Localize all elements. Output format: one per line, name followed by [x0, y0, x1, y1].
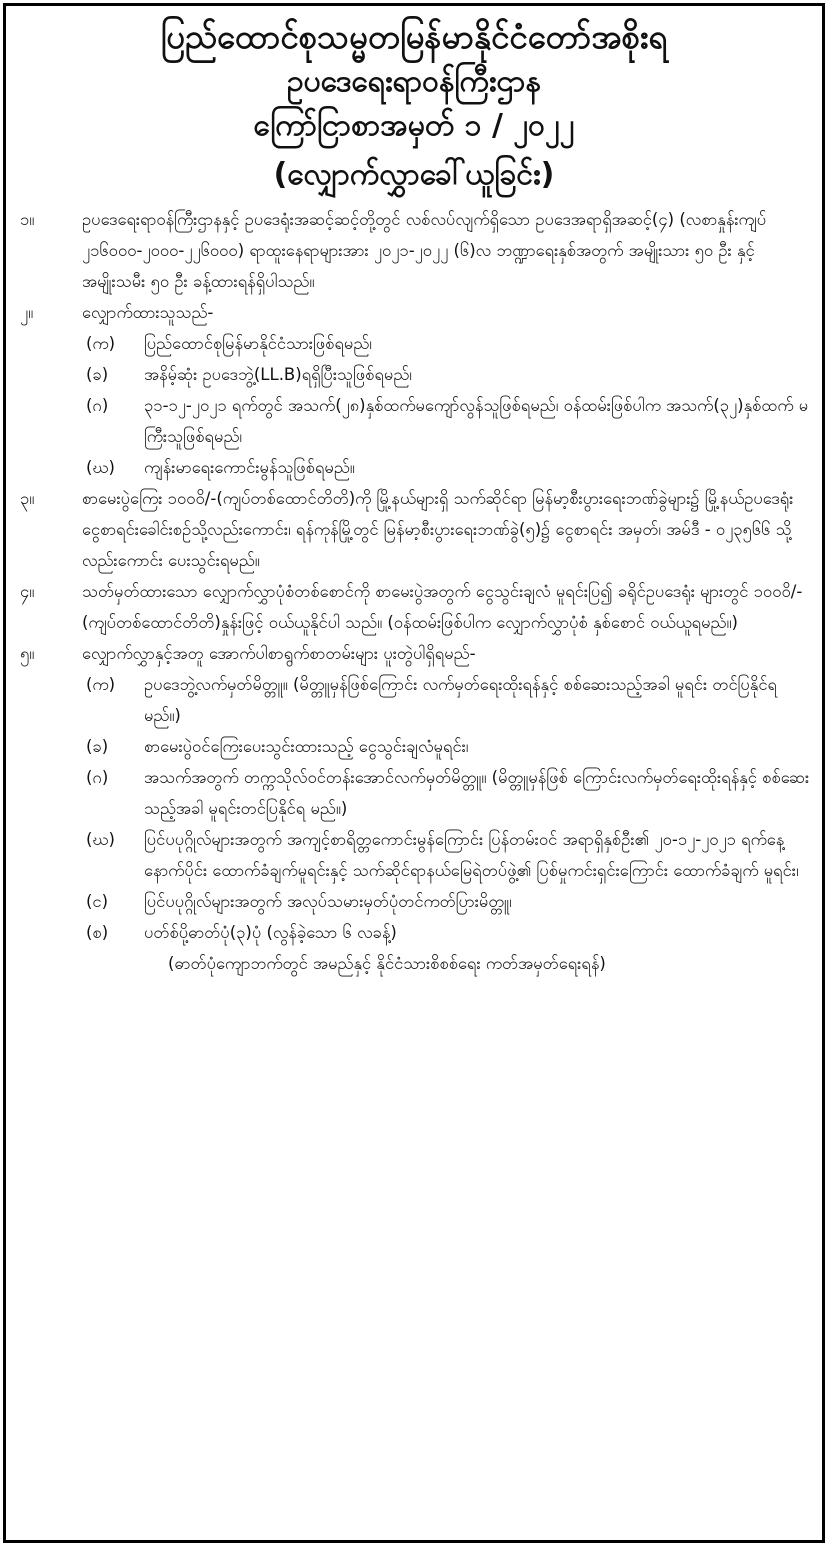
- item-number: (က): [86, 675, 116, 694]
- list-item: [20, 917, 812, 948]
- item-text: အသက်အတွက် တက္ကသိုလ်ဝင်တန်းအောင်လက်မှတ်မိတ္တူ။ (မိတ္တူမှန်ဖြစ် ကြောင်းလက်မှတ်ရေးထိုးရန်နှင့် စစ်ဆေးသည့်အခါ မူရင်းတင်ပြနိုင်ရ မည်။): [144, 768, 810, 818]
- notice-body: [6, 204, 822, 979]
- paragraph-1: [20, 204, 812, 297]
- item-text: ကျန်းမာရေးကောင်းမွန်သူဖြစ်ရမည်။: [144, 458, 355, 477]
- list-item: [20, 359, 812, 390]
- list-item: [20, 328, 812, 359]
- item-text: အနိမ့်ဆုံး ဥပဒေဘွဲ့(LL.B)ရရှိပြီးသူဖြစ်ရမည်၊: [144, 365, 412, 384]
- item-text: ပတ်စ်ပို့ဓာတ်ပုံ(၃)ပုံ (လွန်ခဲ့သော ၆ လခန့်): [144, 923, 397, 942]
- paragraph-text: သတ်မှတ်ထားသော လျှောက်လွှာပုံစံတစ်စောင်ကို စာမေးပွဲအတွက် ငွေသွင်းချလံ မူရင်းပြ၍ ခရိုင်ဥပဒေရုံး များတွင် ၁၀၀၀ိ/-(ကျပ်တစ်ထောင်တိတိ)နှုန်းဖြင့် ဝယ်ယူနိုင်ပါ သည်။ (ဝန်ထမ်းဖြစ်ပါက လျှောက်လွှာပုံစံ နှစ်စောင် ဝယ်ယူရမည်။): [82, 582, 803, 632]
- item-number: (ဃ): [86, 458, 115, 477]
- list-item: [20, 452, 812, 483]
- item-text: ပြင်ပပုဂ္ဂိုလ်များအတွက် အလုပ်သမားမှတ်ပုံတင်ကတ်ပြားမိတ္တူ၊: [144, 892, 512, 911]
- notice-header: [6, 16, 822, 196]
- item-number: (စ): [86, 923, 109, 942]
- paragraph-number: ၄။: [20, 582, 35, 601]
- paragraph-4: [20, 576, 812, 638]
- paragraph-text: စာမေးပွဲကြေး ၁၀၀၀ိ/-(ကျပ်တစ်ထောင်တိတိ)ကို မြို့နယ်များရှိ သက်ဆိုင်ရာ မြန်မာ့စီးပွားရေးဘဏ်ခွဲများ၌ မြို့နယ်ဥပဒေရုံး ငွေစာရင်းခေါင်းစဉ်သို့လည်းကောင်း၊ ရန်ကုန်မြို့တွင် မြန်မာ့စီးပွားရေးဘဏ်ခွဲ(၅)၌ ငွေစာရင်း အမှတ်၊ အမ်ဒီ - ဝ၂၃၅၆၆ သို့လည်းကောင်း ပေးသွင်းရမည်။: [82, 489, 794, 570]
- item-text: စာမေးပွဲဝင်ကြေးပေးသွင်းထားသည့် ငွေသွင်းချလံမူရင်း၊: [144, 737, 469, 756]
- paragraph-text: လျှောက်ထားသူသည်-: [82, 303, 214, 322]
- list-item: [20, 390, 812, 452]
- paragraph-number: ၂။: [20, 303, 34, 322]
- announcement-number: ကြော်ငြာစာအမှတ် ၁ / ၂၀၂၂: [253, 108, 575, 143]
- ministry-title: ဥပဒေရေးရာဝန်ကြီးဌာန: [286, 64, 542, 99]
- item-number: (င): [86, 892, 109, 911]
- announcement-notice: [3, 3, 825, 1543]
- item-text: ၃၁-၁၂-၂၀၂၁ ရက်တွင် အသက်(၂၈)နှစ်ထက်မကျော်လွန်သူဖြစ်ရမည်၊ ဝန်ထမ်းဖြစ်ပါက အသက်(၃၂)နှစ်ထက် မကြီးသူဖြစ်ရမည်၊: [144, 396, 809, 446]
- item-number: (ခ): [86, 737, 109, 756]
- item-number: (ဂ): [86, 396, 109, 415]
- government-title: ပြည်ထောင်စုသမ္မတမြန်မာနိုင်ငံတော်အစိုးရ: [160, 17, 668, 56]
- list-item: [20, 731, 812, 762]
- paragraph-number: ၅။: [20, 644, 35, 663]
- paragraph-5: [20, 638, 812, 669]
- list-item: [20, 669, 812, 731]
- item-text: ပြည်ထောင်စုမြန်မာနိုင်ငံသားဖြစ်ရမည်၊: [144, 334, 372, 353]
- paragraph-number: ၁။: [20, 210, 35, 229]
- item-number: (ဂ): [86, 768, 109, 787]
- item-number: (က): [86, 334, 116, 353]
- item-number: (ဃ): [86, 830, 115, 849]
- paragraph-number: ၃။: [20, 489, 35, 508]
- item-number: (ခ): [86, 365, 109, 384]
- list-item: [20, 762, 812, 824]
- item-text: ဥပဒေဘွဲ့လက်မှတ်မိတ္တူ။ (မိတ္တူမှန်ဖြစ်ကြောင်း လက်မှတ်ရေးထိုးရန်နှင့် စစ်ဆေးသည့်အခါ မူရင်း တင်ပြနိုင်ရမည်။): [144, 675, 777, 725]
- list-item: [20, 824, 812, 886]
- paragraph-text: လျှောက်လွှာနှင့်အတူ အောက်ပါစာရွက်စာတမ်းများ ပူးတွဲပါရှိရမည်-: [82, 644, 476, 663]
- paragraph-text: ဥပဒေရေးရာဝန်ကြီးဌာနနှင့် ဥပဒေရုံးအဆင့်ဆင့်တို့တွင် လစ်လပ်လျက်ရှိသော ဥပဒေအရာရှိအဆင့်(၄) (လစာနှုန်းကျပ် ၂၁၆၀၀၀-၂၀၀၀-၂၂၆၀၀၀) ရာထူးနေရာများအား ၂၀၂၁-၂၀၂၂ (၆)လ ဘဏ္ဍာရေးနှစ်အတွက် အမျိုးသား ၅၀ ဦး နှင့်အမျိုးသမီး ၅၀ ဦး ခန့်ထားရန်ရှိပါသည်။: [82, 210, 767, 291]
- photo-note: (ဓာတ်ပုံကျောဘက်တွင် အမည်နှင့် နိုင်ငံသားစိစစ်ရေး ကတ်အမှတ်ရေးရန်): [168, 954, 606, 973]
- paragraph-2: [20, 297, 812, 328]
- list-item: [20, 886, 812, 917]
- item-text: ပြင်ပပုဂ္ဂိုလ်များအတွက် အကျင့်စာရိတ္တကောင်းမွန်ကြောင်း ပြန်တမ်းဝင် အရာရှိနှစ်ဦး၏ ၂၀-၁၂-၂၀၂၁ ရက်နေ့နောက်ပိုင်း ထောက်ခံချက်မူရင်းနှင့် သက်ဆိုင်ရာနယ်မြေရဲတပ်ဖွဲ့၏ ပြစ်မှုကင်းရှင်းကြောင်း ထောက်ခံချက် မူရင်း၊: [144, 830, 799, 880]
- announcement-subject: (လျှောက်လွှာခေါ်ယူခြင်း): [273, 157, 555, 192]
- paragraph-3: [20, 483, 812, 576]
